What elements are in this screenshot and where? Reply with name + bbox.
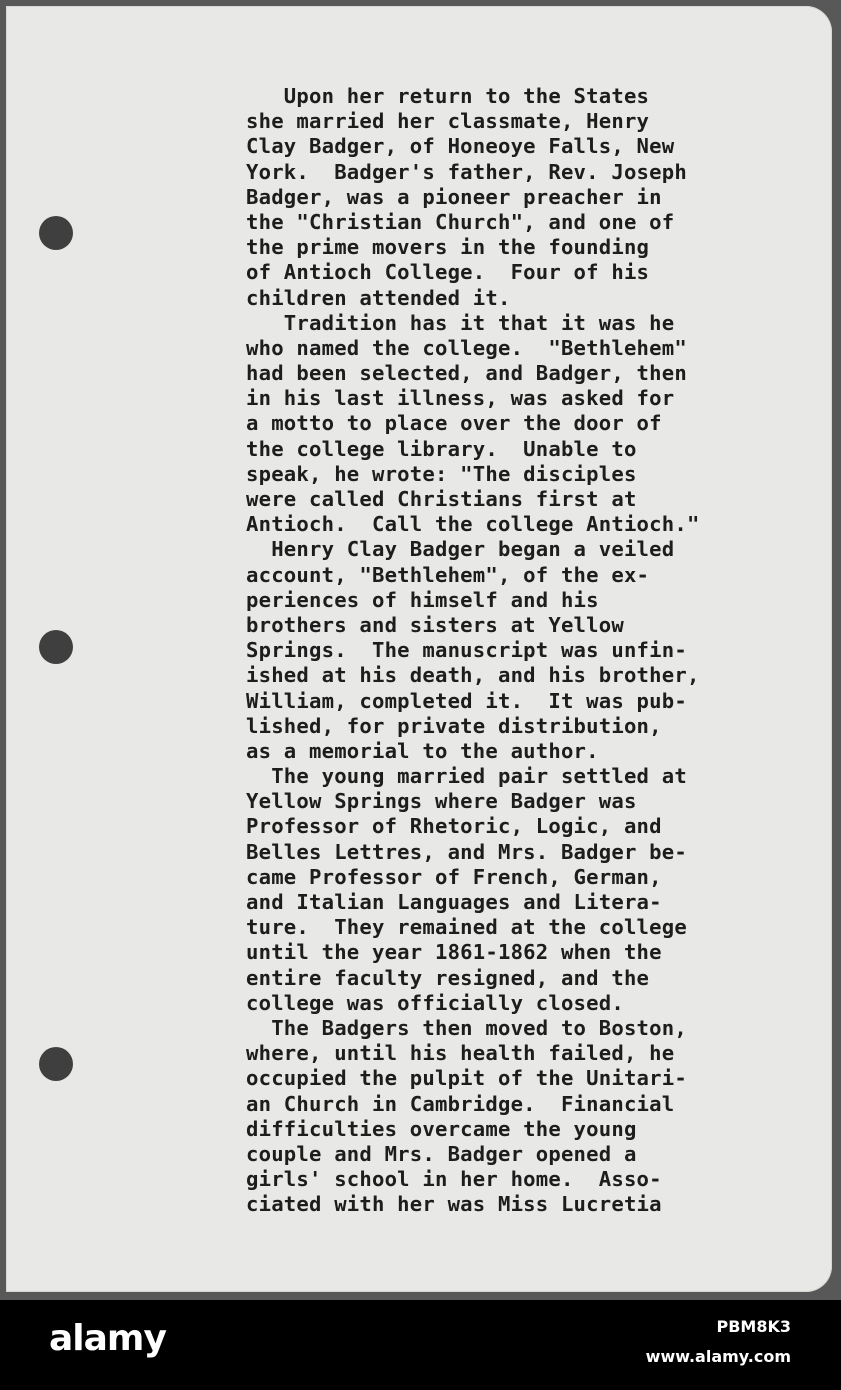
typewritten-text	[246, 84, 806, 1217]
text-line: Henry Clay Badger began a veiled	[246, 537, 675, 562]
image-id: PBM8K3	[716, 1317, 791, 1336]
text-line: The young married pair settled at	[246, 764, 687, 789]
text-line: she married her classmate, Henry	[246, 109, 650, 134]
text-line: girls' school in her home. Asso-	[246, 1167, 662, 1192]
text-line: account, "Bethlehem", of the ex-	[246, 562, 650, 587]
stock-footer	[0, 1300, 841, 1390]
text-line: in his last illness, was asked for	[246, 386, 675, 411]
text-line: brothers and sisters at Yellow	[246, 612, 624, 637]
text-line: were called Christians first at	[246, 487, 637, 511]
text-line: a motto to place over the door of	[246, 411, 662, 436]
text-line: entire faculty resigned, and the	[246, 965, 650, 990]
text-line: where, until his health failed, he	[246, 1041, 675, 1066]
text-line: came Professor of French, German,	[246, 864, 662, 889]
text-line: the college library. Unable to	[246, 436, 637, 461]
punch-hole-top	[39, 216, 73, 250]
text-line: couple and Mrs. Badger opened a	[246, 1141, 637, 1166]
text-line: the prime movers in the founding	[246, 235, 650, 260]
text-line: who named the college. "Bethlehem"	[246, 335, 687, 360]
text-line: children attended it.	[246, 285, 511, 310]
text-line: of Antioch College. Four of his	[246, 260, 650, 285]
text-line: Badger, was a pioneer preacher in	[246, 184, 662, 209]
text-line: difficulties overcame the young	[246, 1116, 637, 1141]
text-line: Antioch. Call the college Antioch."	[246, 512, 700, 537]
text-line: Professor of Rhetoric, Logic, and	[246, 814, 662, 839]
text-line: Springs. The manuscript was unfin-	[246, 638, 687, 663]
text-line: speak, he wrote: "The disciples	[246, 461, 637, 486]
text-line: Tradition has it that it was he	[246, 310, 675, 335]
text-line: ture. They remained at the college	[246, 915, 687, 940]
text-line: as a memorial to the author.	[246, 738, 599, 763]
text-line: an Church in Cambridge. Financial	[246, 1091, 675, 1116]
text-line: lished, for private distribution,	[246, 713, 662, 738]
site-url: www.alamy.com	[645, 1347, 791, 1366]
text-line: York. Badger's father, Rev. Joseph	[246, 159, 687, 184]
text-line: The Badgers then moved to Boston,	[246, 1015, 687, 1040]
text-line: and Italian Languages and Litera-	[246, 890, 662, 914]
text-line: Clay Badger, of Honeoye Falls, New	[246, 134, 675, 159]
text-line: until the year 1861-1862 when the	[246, 940, 662, 965]
alamy-logo: alamy	[49, 1318, 166, 1359]
text-line: Yellow Springs where Badger was	[246, 789, 637, 814]
text-line: occupied the pulpit of the Unitari-	[246, 1066, 687, 1091]
text-line: college was officially closed.	[246, 990, 624, 1015]
punch-hole-middle	[39, 630, 73, 664]
text-line: William, completed it. It was pub-	[246, 688, 687, 713]
text-line: the "Christian Church", and one of	[246, 209, 675, 234]
punch-hole-bottom	[39, 1047, 73, 1081]
text-line: ished at his death, and his brother,	[246, 663, 700, 688]
text-line: periences of himself and his	[246, 587, 599, 612]
text-line: Belles Lettres, and Mrs. Badger be-	[246, 839, 687, 864]
text-line: had been selected, and Badger, then	[246, 361, 687, 386]
text-line: Upon her return to the States	[246, 84, 650, 108]
text-line: ciated with her was Miss Lucretia	[246, 1192, 662, 1217]
